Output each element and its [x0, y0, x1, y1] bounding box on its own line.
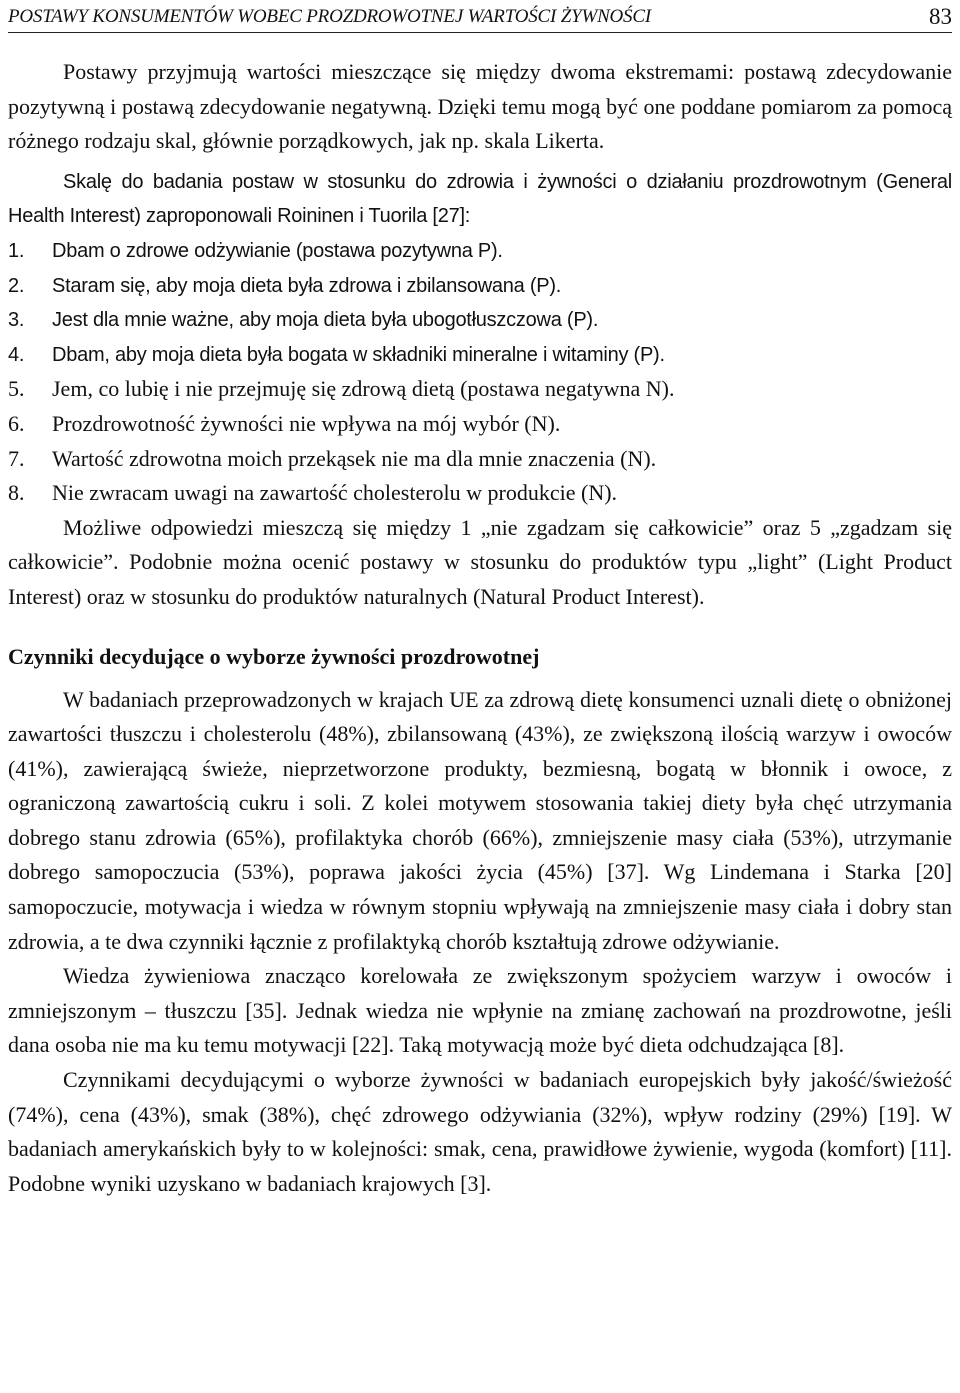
running-title: POSTAWY KONSUMENTÓW WOBEC PROZDROWOTNEJ WARTOŚCI ŻYWNOŚCI — [8, 6, 651, 27]
list-item-number: 7. — [8, 445, 25, 471]
paragraph-choice-factors: Czynnikami decydującymi o wyborze żywności w badaniach europejskich były jakość/świeżość (74%), cena (43%), smak (38%), chęć zdrowego odżywiania (32%), wpływ rodziny (29%) [19]. W badaniach amerykańskich były to w kolejności: smak, cena, prawidłowe żywienie, wygoda (komfort) [11]. Podobne wyniki uzyskano w badaniach krajowych [3]. — [8, 1067, 952, 1196]
list-item-text: Dbam o zdrowe odżywianie (postawa pozytywna P). — [52, 239, 503, 262]
list-item — [8, 269, 952, 304]
list-item-number: 6. — [8, 410, 25, 436]
paragraph-response-scale: Możliwe odpowiedzi mieszczą się między 1 „nie zgadzam się całkowicie” oraz 5 „zgadzam się całkowicie”. Podobnie można ocenić postawy w stosunku do produktów typu „light” (Light Product Interest) oraz w stosunku do produktów naturalnych (Natural Product Interest). — [8, 514, 952, 609]
list-item — [8, 442, 952, 477]
list-item-text: Nie zwracam uwagi na zawartość cholesterolu w produkcie (N). — [52, 480, 618, 506]
body-text — [8, 55, 952, 1201]
list-item-number: 2. — [8, 274, 25, 297]
running-header — [8, 4, 952, 33]
section-heading: Czynniki decydujące o wyborze żywności prozdrowotnej — [8, 643, 540, 669]
paragraph-attitudes-intro: Postawy przyjmują wartości mieszczące się między dwoma ekstremami: postawą zdecydowanie pozytywną i postawą zdecydowanie negatywną. Dzięki temu mogą być one poddane pomiarom za pomocą różnego rodzaju skal, głównie porządkowych, jak np. skala Likerta. — [8, 59, 952, 154]
paragraph-scale-intro: Skalę do badania postaw w stosunku do zdrowia i żywności o działaniu prozdrowotnym (General Health Interest) zaproponowali Roininen i Tuorila [27]: — [8, 170, 952, 228]
list-item-text: Dbam, aby moja dieta była bogata w składniki mineralne i witaminy (P). — [52, 343, 665, 366]
list-item — [8, 303, 952, 338]
list-item — [8, 372, 952, 407]
list-item-number: 8. — [8, 480, 25, 506]
list-item-number: 5. — [8, 376, 25, 402]
list-item-text: Wartość zdrowotna moich przekąsek nie ma dla mnie znaczenia (N). — [52, 445, 657, 471]
list-item-number: 4. — [8, 343, 25, 366]
list-item-text: Jest dla mnie ważne, aby moja dieta była ubogotłuszczowa (P). — [52, 309, 599, 332]
scale-items-list — [8, 234, 952, 372]
list-item-text: Jem, co lubię i nie przejmuję się zdrową dietą (postawa negatywna N). — [52, 376, 675, 402]
list-item-text: Prozdrowotność żywności nie wpływa na mój wybór (N). — [52, 410, 561, 436]
list-item-number: 3. — [8, 309, 25, 332]
list-item-text: Staram się, aby moja dieta była zdrowa i zbilansowana (P). — [52, 274, 562, 297]
page-number: 83 — [929, 4, 952, 29]
paragraph-eu-studies: W badaniach przeprowadzonych w krajach UE za zdrową dietę konsumenci uznali dietę o obniżonej zawartości tłuszczu i cholesterolu (48%), zbilansowaną (43%), ze zwiększoną ilością warzyw i owoców (41%), zawierającą świeże, nieprzetworzone produkty, bezmiesną, bogatą w błonnik i owoce, z ograniczoną zawartością cukru i soli. Z kolei motywem stosowania takiej diety była chęć utrzymania dobrego stanu zdrowia (65%), profilaktyka chorób (66%), zmniejszenie masy ciała (53%), utrzymanie dobrego samopoczucia (53%), poprawa jakości życia (45%) [37]. Wg Lindemana i Starka [20] samopoczucie, motywacja i wiedza w równym stopniu wpływają na zmniejszenie masy ciała i dobry stan zdrowia, a te dwa czynniki łącznie z profilaktyką chorób kształtują zdrowe odżywianie. — [8, 686, 952, 954]
list-item-number: 1. — [8, 239, 25, 262]
list-item — [8, 476, 952, 511]
list-item — [8, 234, 952, 269]
paragraph-nutrition-knowledge: Wiedza żywieniowa znacząco korelowała ze zwiększonym spożyciem warzyw i owoców i zmniejszonym – tłuszczu [35]. Jednak wiedza nie wpłynie na zmianę zachowań na prozdrowotne, jeśli dana osoba nie ma ku temu motywacji [22]. Taką motywacją może być dieta odchudzająca [8]. — [8, 963, 952, 1058]
list-item — [8, 338, 952, 373]
list-item — [8, 407, 952, 442]
scale-items-list-negative — [8, 372, 952, 510]
